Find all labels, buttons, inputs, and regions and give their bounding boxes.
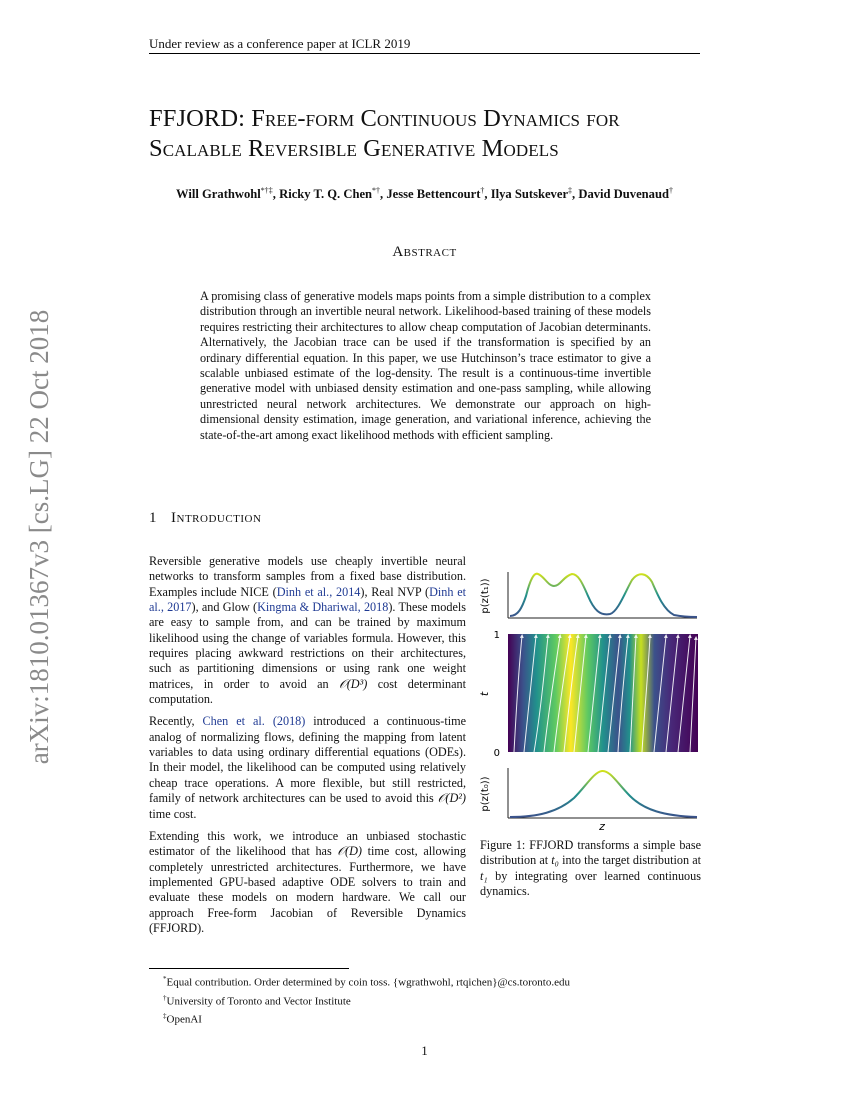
- intro-body: [149, 554, 466, 943]
- paper-title: [149, 104, 709, 164]
- footnote-rule: [149, 968, 349, 969]
- tick-label-top: 1: [493, 630, 500, 641]
- running-header: Under review as a conference paper at ICLR 2019: [149, 36, 411, 51]
- author-mark: *†‡: [260, 186, 273, 195]
- section-number: 1: [149, 510, 157, 526]
- citation-link[interactable]: Kingma & Dhariwal, 2018: [257, 600, 389, 615]
- math-inline: t₁: [480, 868, 488, 883]
- author-name: Ricky T. Q. Chen: [279, 187, 373, 202]
- math-inline: t₀: [551, 853, 559, 868]
- math-inline: 𝒪(D): [337, 844, 362, 859]
- footnote-1: *Equal contribution. Order determined by coin toss. {wgrathwohl, rtqichen}@cs.toronto.edu: [163, 975, 570, 989]
- intro-paragraph-2: Recently, Chen et al. (2018) introduced a continuous-time analog of normalizing flows, defining the mapping from latent variables to data using ordinary differential equations (ODEs). In their model, the likelihood can be computed using relatively cheap trace operations. A more flexible, but still restricted, family of network architectures can be used to avoid this 𝒪(D²) time cost.: [149, 714, 466, 821]
- figure-caption: Figure 1: FFJORD transforms a simple base distribution at t₀ into the target distribution at t₁ by integrating over learned continuous dynamics.: [480, 838, 702, 899]
- xlabel: z: [599, 820, 605, 833]
- figure-1-graphic: [478, 566, 704, 836]
- intro-paragraph-3: Extending this work, we introduce an unbiased stochastic estimator of the likelihood that has 𝒪(D) time cost, allowing completely unrestricted architectures. Furthermore, we have implemented GPU-based adaptive ODE solvers to train and evaluate these models on modern hardware. We call our approach Free-form Jacobian of Reversible Dynamics (FFJORD).: [149, 828, 466, 935]
- citation-link[interactable]: Dinh et al., 2014: [276, 584, 361, 599]
- author-mark: *†: [372, 186, 381, 195]
- author-name: Will Grathwohl: [176, 187, 261, 202]
- author-mark: ‡: [568, 186, 573, 195]
- top-density-plot: [480, 572, 697, 618]
- author-mark: †: [668, 186, 673, 195]
- title-acronym: FFJORD:: [149, 105, 252, 132]
- page-number: 1: [421, 1043, 428, 1058]
- title-line1: Free-form Continuous Dynamics for: [251, 105, 620, 132]
- author-name: David Duvenaud: [578, 187, 669, 202]
- footnotes: [163, 972, 703, 1028]
- abstract-text: A promising class of generative models maps points from a simple distribution to a complex distribution through an invertible neural network. Likelihood-based training of these models requires restricting their architectures to allow cheap computation of Jacobian determinants. Alternatively, the Jacobian trace can be used if the transformation is specified by an ordinary differential equation. In this paper, we use Hutchinson’s trace estimator to give a scalable unbiased estimate of the log-density. The result is a continuous-time invertible generative model with unbiased density estimation and one-pass sampling, while allowing unrestricted neural network architectures. We demonstrate our approach on high-dimensional density estimation, image generation, and variational inference, achieving the state-of-the-art among exact likelihood methods with efficient sampling.: [200, 289, 651, 442]
- citation-link[interactable]: Chen et al. (2018): [202, 714, 306, 729]
- top-ylabel: p(z(t₁)): [480, 578, 491, 614]
- author-mark: †: [480, 186, 485, 195]
- dynamics-field-plot: [478, 630, 698, 759]
- author-name: Jesse Bettencourt: [386, 187, 481, 202]
- author-list: Will Grathwohl*†‡, Ricky T. Q. Chen*†, Jesse Bettencourt†, Ilya Sutskever‡, David Duvenaud†: [176, 186, 673, 202]
- mid-ylabel: t: [478, 691, 491, 697]
- bottom-ylabel: p(z(t₀)): [480, 776, 491, 812]
- footnote-2: †University of Toronto and Vector Institute: [163, 993, 351, 1008]
- arxiv-stamp: [16, 292, 62, 782]
- title-line2: Scalable Reversible Generative Models: [149, 135, 559, 162]
- figure-1: [478, 566, 704, 836]
- math-inline: 𝒪(D³): [339, 676, 368, 691]
- author-name: Ilya Sutskever: [490, 187, 569, 202]
- footnote-3: ‡OpenAI: [163, 1012, 202, 1026]
- math-inline: 𝒪(D²): [437, 791, 466, 806]
- abstract-heading: Abstract: [392, 244, 457, 260]
- section-title: Introduction: [171, 510, 262, 526]
- citation-link[interactable]: Dinh et al., 2017: [149, 584, 467, 615]
- header-rule: [149, 53, 700, 54]
- section-heading: [149, 510, 261, 527]
- arxiv-stamp-text: arXiv:1810.01367v3 [cs.LG] 22 Oct 2018: [24, 309, 54, 765]
- intro-paragraph-1: Reversible generative models use cheaply invertible neural networks to transform samples from a fixed base distribution. Examples include NICE (Dinh et al., 2014), Real NVP (Dinh et al., 2017), and Glow (Kingma & Dhariwal, 2018). These models are easy to sample from, and can be trained by maximum likelihood using the change of variables formula. However, this requires placing awkward restrictions on their architectures, such as partitioning dimensions or using rank one weight matrices, in order to avoid an 𝒪(D³) cost determinant computation.: [149, 554, 467, 707]
- bottom-density-plot: [480, 768, 697, 833]
- tick-label-bottom: 0: [493, 748, 500, 759]
